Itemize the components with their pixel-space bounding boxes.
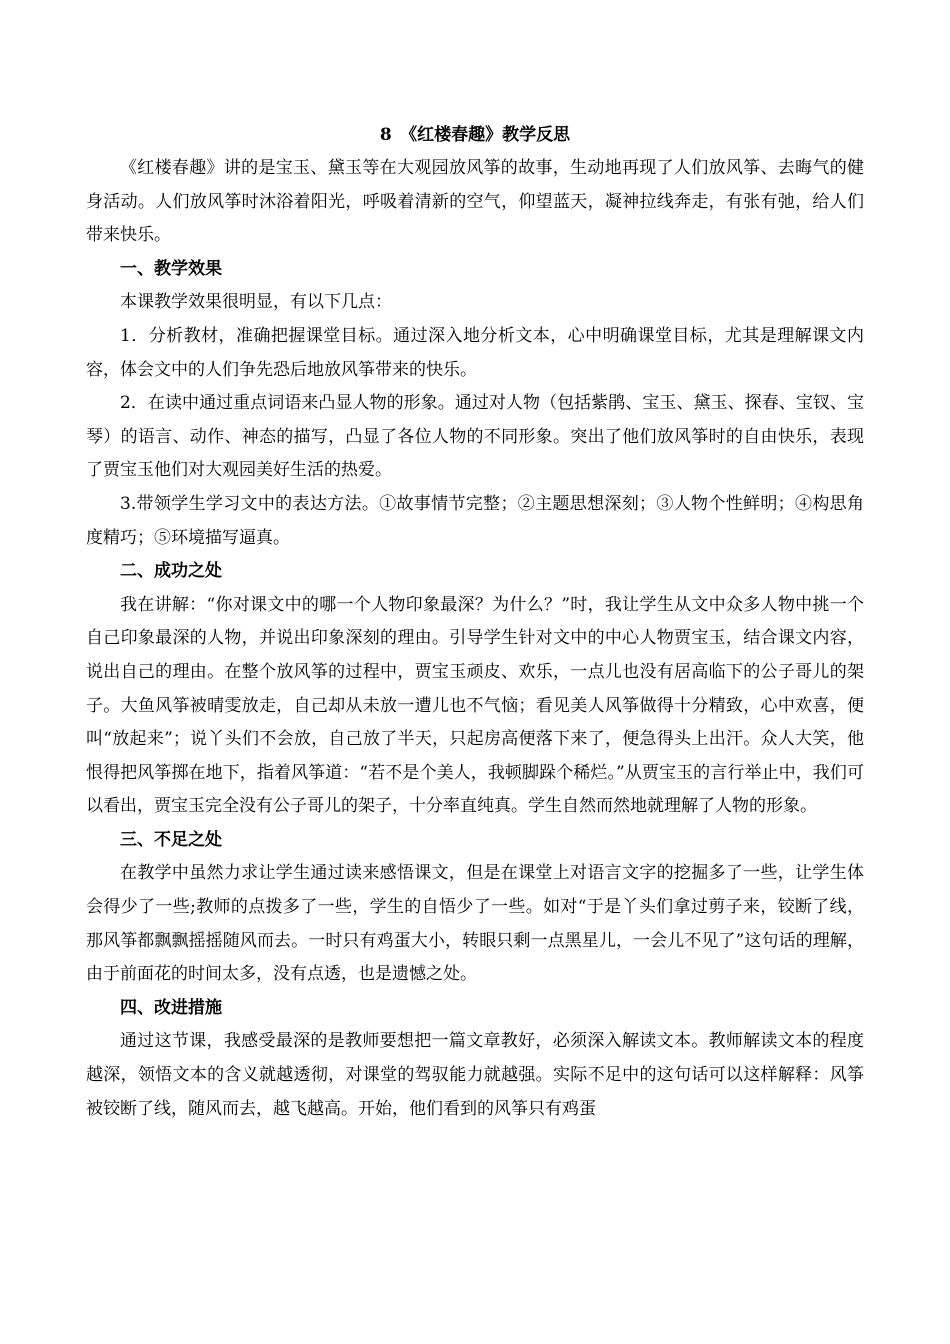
document-page xyxy=(86,118,864,1126)
improvements-paragraph: 通过这节课，我感受最深的是教师要想把一篇文章教好，必须深入解读文本。教师解读文本的程度越深，领悟文本的含义就越透彻，对课堂的驾驭能力就越强。实际不足中的这句话可以这样解释：风筝被铰断了线，随风而去，越飞越高。开始，他们看到的风筝只有鸡蛋 xyxy=(86,1031,864,1119)
successes-paragraph: 我在讲解：“你对课文中的哪一个人物印象最深？为什么？”时，我让学生从文中众多人物中挑一个自己印象最深的人物，并说出印象深刻的理由。引导学生针对文中的中心人物贾宝玉，结合课文内容，说出自己的理由。在整个放风筝的过程中，贾宝玉顽皮、欢乐，一点儿也没有居高临下的公子哥儿的架子。大鱼风筝被晴雯放走，自己却从未放一遭儿也不气恼；看见美人风筝做得十分精致，心中欢喜，便叫“放起来”；说丫头们不会放，自己放了半天，只起房高便落下来了，便急得头上出汗。众人大笑，他恨得把风筝掷在地下，指着风筝道：“若不是个美人，我顿脚跺个稀烂。”从贾宝玉的言行举止中，我们可以看出，贾宝玉完全没有公子哥儿的架子，十分率直纯真。学生自然而然地就理解了人物的形象。 xyxy=(86,594,864,817)
document-title: 8 《红楼春趣》教学反思 xyxy=(379,125,571,145)
section-heading-teaching-effect: 一、教学效果 xyxy=(120,258,222,279)
effect-summary-paragraph: 本课教学效果很明显，有以下几点： xyxy=(120,292,392,313)
section-heading-improvements: 四、改进措施 xyxy=(120,997,222,1018)
shortcomings-paragraph: 在教学中虽然力求让学生通过读来感悟课文，但是在课堂上对语言文字的挖掘多了一些，让学生体会得少了一些;教师的点拨多了一些，学生的自悟少了一些。如对“于是丫头们拿过剪子来，铰断了线，那风筝都飘飘摇摇随风而去。一时只有鸡蛋大小，转眼只剩一点黑星儿，一会儿不见了”这句话的理解，由于前面花的时间太多，没有点透，也是遗憾之处。 xyxy=(86,863,864,985)
section-heading-successes: 二、成功之处 xyxy=(120,561,222,582)
intro-paragraph: 《红楼春趣》讲的是宝玉、黛玉等在大观园放风筝的故事，生动地再现了人们放风筝、去晦气的健身活动。人们放风筝时沐浴着阳光，呼吸着清新的空气，仰望蓝天，凝神拉线奔走，有张有弛，给人们带来快乐。 xyxy=(86,158,864,246)
effect-point-2: 2．在读中通过重点词语来凸显人物的形象。通过对人物（包括紫鹃、宝玉、黛玉、探春、宝钗、宝琴）的语言、动作、神态的描写，凸显了各位人物的不同形象。突出了他们放风筝时的自由快乐，表现了贾宝玉他们对大观园美好生活的热爱。 xyxy=(86,393,864,481)
effect-point-3: 3.带领学生学习文中的表达方法。①故事情节完整；②主题思想深刻；③人物个性鲜明；④构思角度精巧；⑤环境描写逼真。 xyxy=(86,493,864,548)
effect-point-1: 1．分析教材，准确把握课堂目标。通过深入地分析文本，心中明确课堂目标，尤其是理解课文内容，体会文中的人们争先恐后地放风筝带来的快乐。 xyxy=(86,325,864,380)
section-heading-shortcomings: 三、不足之处 xyxy=(120,829,222,850)
